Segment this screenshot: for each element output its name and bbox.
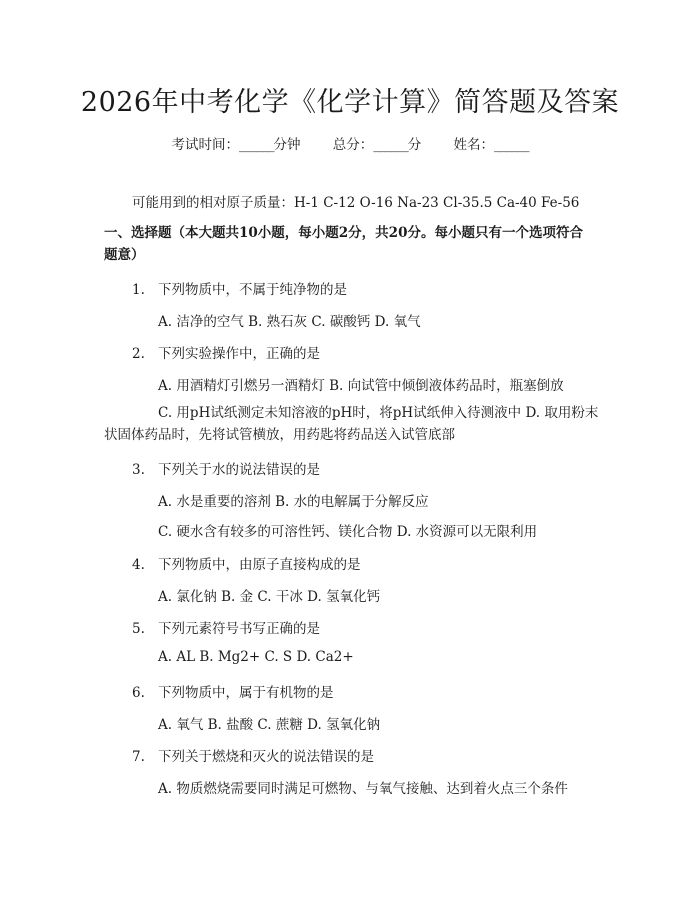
question-5-options: A. AL B. Mg2+ C. S D. Ca2+ (158, 649, 354, 665)
question-7 (132, 745, 374, 765)
page-title: 2026年中考化学《化学计算》简答题及答案 (80, 87, 620, 118)
question-6 (132, 681, 334, 701)
name-label: 姓名： (453, 137, 495, 153)
question-3 (132, 458, 320, 478)
question-number: 2. (132, 346, 145, 362)
total-score (333, 137, 422, 153)
time-blank: ______ (238, 137, 274, 153)
question-text: 下列关于水的说法错误的是 (158, 462, 320, 478)
question-number: 3. (132, 462, 145, 478)
section-heading: 一、选择题（本大题共10小题，每小题2分，共20分。每小题只有一个选项符合题意） (104, 225, 583, 263)
question-1 (132, 278, 347, 298)
question-3-options-ab: A. 水是重要的溶剂 B. 水的电解属于分解反应 (158, 494, 429, 510)
question-text: 下列元素符号书写正确的是 (158, 621, 320, 637)
question-text: 下列物质中，由原子直接构成的是 (158, 557, 361, 573)
question-number: 5. (132, 621, 145, 637)
question-1-options: A. 洁净的空气 B. 熟石灰 C. 碳酸钙 D. 氧气 (158, 314, 421, 330)
question-2 (132, 342, 320, 362)
question-3-options-cd: C. 硬水含有较多的可溶性钙、镁化合物 D. 水资源可以无限利用 (158, 524, 538, 540)
time-unit: 分钟 (273, 137, 301, 153)
question-text: 下列物质中，属于有机物的是 (158, 685, 334, 701)
exam-time (171, 137, 300, 153)
score-unit: 分 (407, 137, 422, 153)
score-label: 总分： (332, 137, 374, 153)
question-number: 6. (132, 685, 145, 701)
question-text: 下列物质中，不属于纯净物的是 (158, 282, 347, 298)
question-number: 7. (132, 749, 145, 765)
time-label: 考试时间： (171, 137, 239, 153)
question-7-options-a: A. 物质燃烧需要同时满足可燃物、与氧气接触、达到着火点三个条件 (158, 781, 568, 797)
atomic-masses: 可能用到的相对原子质量：H-1 C-12 O-16 Na-23 Cl-35.5 Ca-40 Fe-56 (132, 195, 580, 211)
question-4-options: A. 氯化钠 B. 金 C. 干冰 D. 氢氧化钙 (158, 589, 381, 605)
exam-info-line (0, 133, 700, 153)
question-text: 下列实验操作中，正确的是 (158, 346, 320, 362)
question-text: 下列关于燃烧和灭火的说法错误的是 (158, 749, 374, 765)
question-2-options-ab: A. 用酒精灯引燃另一酒精灯 B. 向试管中倾倒液体药品时，瓶塞倒放 (158, 378, 564, 394)
score-blank: ______ (373, 137, 408, 153)
question-5 (132, 617, 320, 637)
question-2-options-cd: C. 用pH试纸测定未知溶液的pH时，将pH试纸伸入待测液中 D. 取用粉末状固体药品时，先将试管横放，用药匙将药品送入试管底部 (104, 405, 599, 443)
question-number: 1. (132, 282, 145, 298)
student-name (454, 137, 529, 153)
question-number: 4. (132, 557, 145, 573)
name-blank: ______ (494, 137, 529, 153)
question-6-options: A. 氧气 B. 盐酸 C. 蔗糖 D. 氢氧化钠 (158, 717, 381, 733)
question-4 (132, 553, 361, 573)
